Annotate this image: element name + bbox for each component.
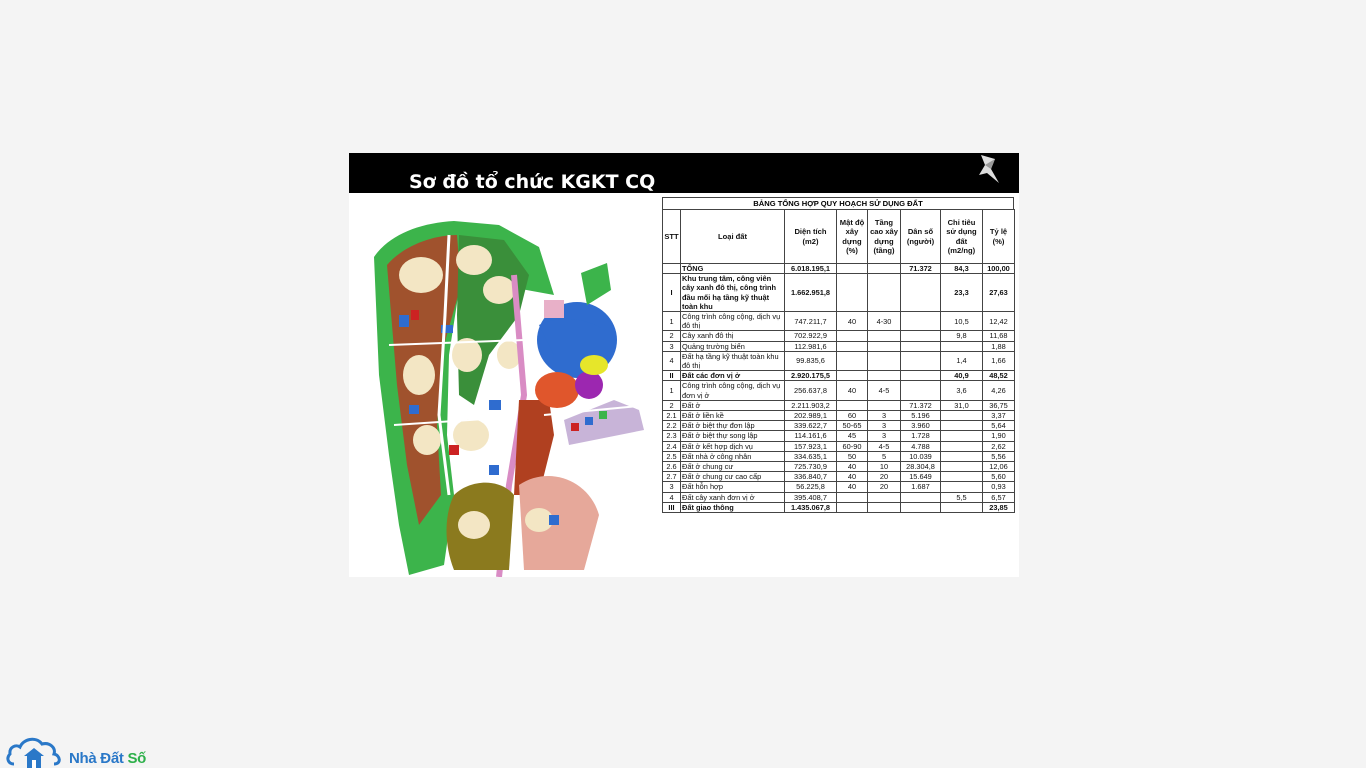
cell-population: 3.960 [901, 421, 941, 431]
cell-area: 395.408,7 [785, 492, 837, 502]
table-row [663, 431, 1015, 441]
cell-land-type: Công trình công cộng, dịch vụ đơn vị ở [681, 381, 785, 400]
cell-stt: 2.7 [663, 472, 681, 482]
table-row [663, 441, 1015, 451]
cell-land-type: TỔNG [681, 264, 785, 274]
cell-ratio: 36,75 [983, 400, 1015, 410]
table-row [663, 264, 1015, 274]
cell-density: 60-90 [837, 441, 868, 451]
cell-population: 71.372 [901, 264, 941, 274]
cell-land-type: Đất hạ tầng kỹ thuật toàn khu đô thị [681, 351, 785, 370]
cell-area: 1.435.067,8 [785, 502, 837, 512]
table-row [663, 351, 1015, 370]
cell-population: 5.196 [901, 411, 941, 421]
table-row [663, 482, 1015, 492]
cell-ratio: 48,52 [983, 371, 1015, 381]
col-header-stt: STT [663, 210, 681, 264]
cell-area: 336.840,7 [785, 472, 837, 482]
cell-land-type: Đất các đơn vị ở [681, 371, 785, 381]
cell-area: 114.161,6 [785, 431, 837, 441]
cell-index [941, 462, 983, 472]
cell-ratio: 5,56 [983, 451, 1015, 461]
cell-population: 4.788 [901, 441, 941, 451]
col-header-index: Chỉ tiêu sử dụng đất (m2/ng) [941, 210, 983, 264]
cell-population [901, 502, 941, 512]
cell-ratio: 5,60 [983, 472, 1015, 482]
cell-density [837, 264, 868, 274]
cell-population [901, 274, 941, 312]
brand-name-accent: Số [127, 750, 147, 767]
cell-stt: 1 [663, 312, 681, 331]
table-row [663, 421, 1015, 431]
cell-area: 702.922,9 [785, 331, 837, 341]
cell-population: 1.687 [901, 482, 941, 492]
table-header-row [663, 210, 1015, 264]
table-row [663, 331, 1015, 341]
cell-ratio: 4,26 [983, 381, 1015, 400]
cell-ratio: 0,93 [983, 482, 1015, 492]
cell-stt: 4 [663, 492, 681, 502]
cell-area: 202.989,1 [785, 411, 837, 421]
cell-area: 157.923,1 [785, 441, 837, 451]
cell-ratio: 3,37 [983, 411, 1015, 421]
cell-floors: 3 [868, 421, 901, 431]
cell-floors: 4-5 [868, 441, 901, 451]
cell-index: 84,3 [941, 264, 983, 274]
cell-floors [868, 331, 901, 341]
cell-stt: 2.4 [663, 441, 681, 451]
col-header-density: Mật độ xây dựng (%) [837, 210, 868, 264]
cell-density: 40 [837, 312, 868, 331]
cell-stt: 3 [663, 341, 681, 351]
table-row [663, 400, 1015, 410]
cell-stt: 3 [663, 482, 681, 492]
cell-ratio: 12,06 [983, 462, 1015, 472]
cell-index: 10,5 [941, 312, 983, 331]
cell-index [941, 431, 983, 441]
cell-index [941, 451, 983, 461]
table-row [663, 492, 1015, 502]
cell-population [901, 351, 941, 370]
slide-header [349, 153, 1019, 193]
col-header-land-type: Loại đất [681, 210, 785, 264]
cell-land-type: Quảng trường biển [681, 341, 785, 351]
land-use-table [662, 209, 1015, 513]
cell-stt: 1 [663, 381, 681, 400]
cell-ratio: 6,57 [983, 492, 1015, 502]
cell-density [837, 351, 868, 370]
cell-ratio: 27,63 [983, 274, 1015, 312]
table-row [663, 462, 1015, 472]
cell-density: 50-65 [837, 421, 868, 431]
cell-floors [868, 351, 901, 370]
table-row [663, 472, 1015, 482]
cell-density: 40 [837, 482, 868, 492]
cell-land-type: Công trình công cộng, dịch vụ đô thị [681, 312, 785, 331]
cell-area: 112.981,6 [785, 341, 837, 351]
cell-area: 6.018.195,1 [785, 264, 837, 274]
cell-land-type: Đất ở chung cư [681, 462, 785, 472]
cell-density [837, 492, 868, 502]
cell-density [837, 331, 868, 341]
col-header-floors: Tầng cao xây dựng (tầng) [868, 210, 901, 264]
cell-stt: 2.3 [663, 431, 681, 441]
cell-stt: 4 [663, 351, 681, 370]
cell-area: 339.622,7 [785, 421, 837, 431]
cell-stt: 2.1 [663, 411, 681, 421]
cell-land-type: Đất ở biệt thự đơn lập [681, 421, 785, 431]
cell-index [941, 421, 983, 431]
table-row [663, 312, 1015, 331]
table-caption: BẢNG TỔNG HỢP QUY HOẠCH SỬ DỤNG ĐẤT [662, 197, 1014, 209]
cell-population: 10.039 [901, 451, 941, 461]
brand-logo [6, 734, 166, 768]
cloud-house-icon [6, 734, 68, 768]
cell-population: 28.304,8 [901, 462, 941, 472]
cell-stt: II [663, 371, 681, 381]
cell-index: 40,9 [941, 371, 983, 381]
col-header-ratio: Tỷ lệ (%) [983, 210, 1015, 264]
cell-floors: 3 [868, 411, 901, 421]
cell-land-type: Cây xanh đô thị [681, 331, 785, 341]
cell-index: 23,3 [941, 274, 983, 312]
cell-stt: 2.2 [663, 421, 681, 431]
cell-land-type: Đất giao thông [681, 502, 785, 512]
cell-area: 747.211,7 [785, 312, 837, 331]
corner-logo-icon [973, 153, 1003, 185]
cell-land-type: Đất ở liền kề [681, 411, 785, 421]
cell-area: 725.730,9 [785, 462, 837, 472]
table-row [663, 502, 1015, 512]
cell-population [901, 341, 941, 351]
cell-floors [868, 274, 901, 312]
cell-population [901, 381, 941, 400]
cell-floors: 3 [868, 431, 901, 441]
cell-area: 2.211.903,2 [785, 400, 837, 410]
cell-area: 99.835,6 [785, 351, 837, 370]
planning-map [349, 195, 657, 577]
cell-index [941, 482, 983, 492]
cell-density [837, 371, 868, 381]
table-row [663, 381, 1015, 400]
cell-index: 9,8 [941, 331, 983, 341]
cell-stt: III [663, 502, 681, 512]
col-header-population: Dân số (người) [901, 210, 941, 264]
cell-population [901, 331, 941, 341]
land-use-table-wrap [662, 197, 1014, 513]
cell-floors: 5 [868, 451, 901, 461]
cell-ratio: 12,42 [983, 312, 1015, 331]
cell-floors [868, 341, 901, 351]
cell-density: 40 [837, 381, 868, 400]
cell-density: 40 [837, 472, 868, 482]
cell-floors: 4-30 [868, 312, 901, 331]
cell-land-type: Khu trung tâm, công viên cây xanh đô thị, công trình đầu mối hạ tầng kỹ thuật toàn khu [681, 274, 785, 312]
cell-land-type: Đất hỗn hợp [681, 482, 785, 492]
cell-population [901, 371, 941, 381]
table-row [663, 274, 1015, 312]
slide [349, 153, 1019, 577]
cell-stt [663, 264, 681, 274]
cell-floors [868, 492, 901, 502]
table-row [663, 451, 1015, 461]
cell-index [941, 472, 983, 482]
cell-index: 31,0 [941, 400, 983, 410]
cell-floors: 10 [868, 462, 901, 472]
cell-stt: 2 [663, 331, 681, 341]
cell-ratio: 100,00 [983, 264, 1015, 274]
cell-index [941, 341, 983, 351]
cell-density: 40 [837, 462, 868, 472]
table-row [663, 371, 1015, 381]
brand-name-main: Nhà Đất [69, 750, 128, 767]
cell-density [837, 400, 868, 410]
cell-population [901, 492, 941, 502]
cell-land-type: Đất nhà ở công nhân [681, 451, 785, 461]
cell-floors: 20 [868, 482, 901, 492]
cell-ratio: 1,90 [983, 431, 1015, 441]
col-header-area: Diện tích (m2) [785, 210, 837, 264]
cell-area: 2.920.175,5 [785, 371, 837, 381]
cell-ratio: 2,62 [983, 441, 1015, 451]
cell-ratio: 1,88 [983, 341, 1015, 351]
cell-floors: 4-5 [868, 381, 901, 400]
cell-stt: 2 [663, 400, 681, 410]
cell-stt: 2.6 [663, 462, 681, 472]
cell-ratio: 5,64 [983, 421, 1015, 431]
cell-ratio: 23,85 [983, 502, 1015, 512]
cell-land-type: Đất ở [681, 400, 785, 410]
cell-area: 334.635,1 [785, 451, 837, 461]
cell-population: 15.649 [901, 472, 941, 482]
cell-area: 256.637,8 [785, 381, 837, 400]
cell-density: 50 [837, 451, 868, 461]
cell-land-type: Đất ở biệt thự song lập [681, 431, 785, 441]
cell-stt: I [663, 274, 681, 312]
cell-density: 45 [837, 431, 868, 441]
cell-floors [868, 264, 901, 274]
cell-population: 71.372 [901, 400, 941, 410]
cell-index: 1,4 [941, 351, 983, 370]
slide-title: Sơ đồ tổ chức KGKT CQ [409, 171, 656, 193]
cell-density: 60 [837, 411, 868, 421]
cell-floors [868, 371, 901, 381]
cell-stt: 2.5 [663, 451, 681, 461]
cell-floors [868, 400, 901, 410]
cell-floors [868, 502, 901, 512]
table-body [663, 264, 1015, 513]
cell-population [901, 312, 941, 331]
brand-name [69, 750, 146, 767]
cell-population: 1.728 [901, 431, 941, 441]
cell-index: 5,5 [941, 492, 983, 502]
cell-area: 56.225,8 [785, 482, 837, 492]
cell-index [941, 411, 983, 421]
cell-index: 3,6 [941, 381, 983, 400]
cell-ratio: 11,68 [983, 331, 1015, 341]
table-row [663, 341, 1015, 351]
cell-area: 1.662.951,8 [785, 274, 837, 312]
cell-density [837, 341, 868, 351]
cell-density [837, 502, 868, 512]
cell-land-type: Đất ở kết hợp dịch vụ [681, 441, 785, 451]
cell-index [941, 441, 983, 451]
cell-index [941, 502, 983, 512]
cell-land-type: Đất cây xanh đơn vị ở [681, 492, 785, 502]
cell-land-type: Đất ở chung cư cao cấp [681, 472, 785, 482]
cell-floors: 20 [868, 472, 901, 482]
table-row [663, 411, 1015, 421]
cell-ratio: 1,66 [983, 351, 1015, 370]
cell-density [837, 274, 868, 312]
